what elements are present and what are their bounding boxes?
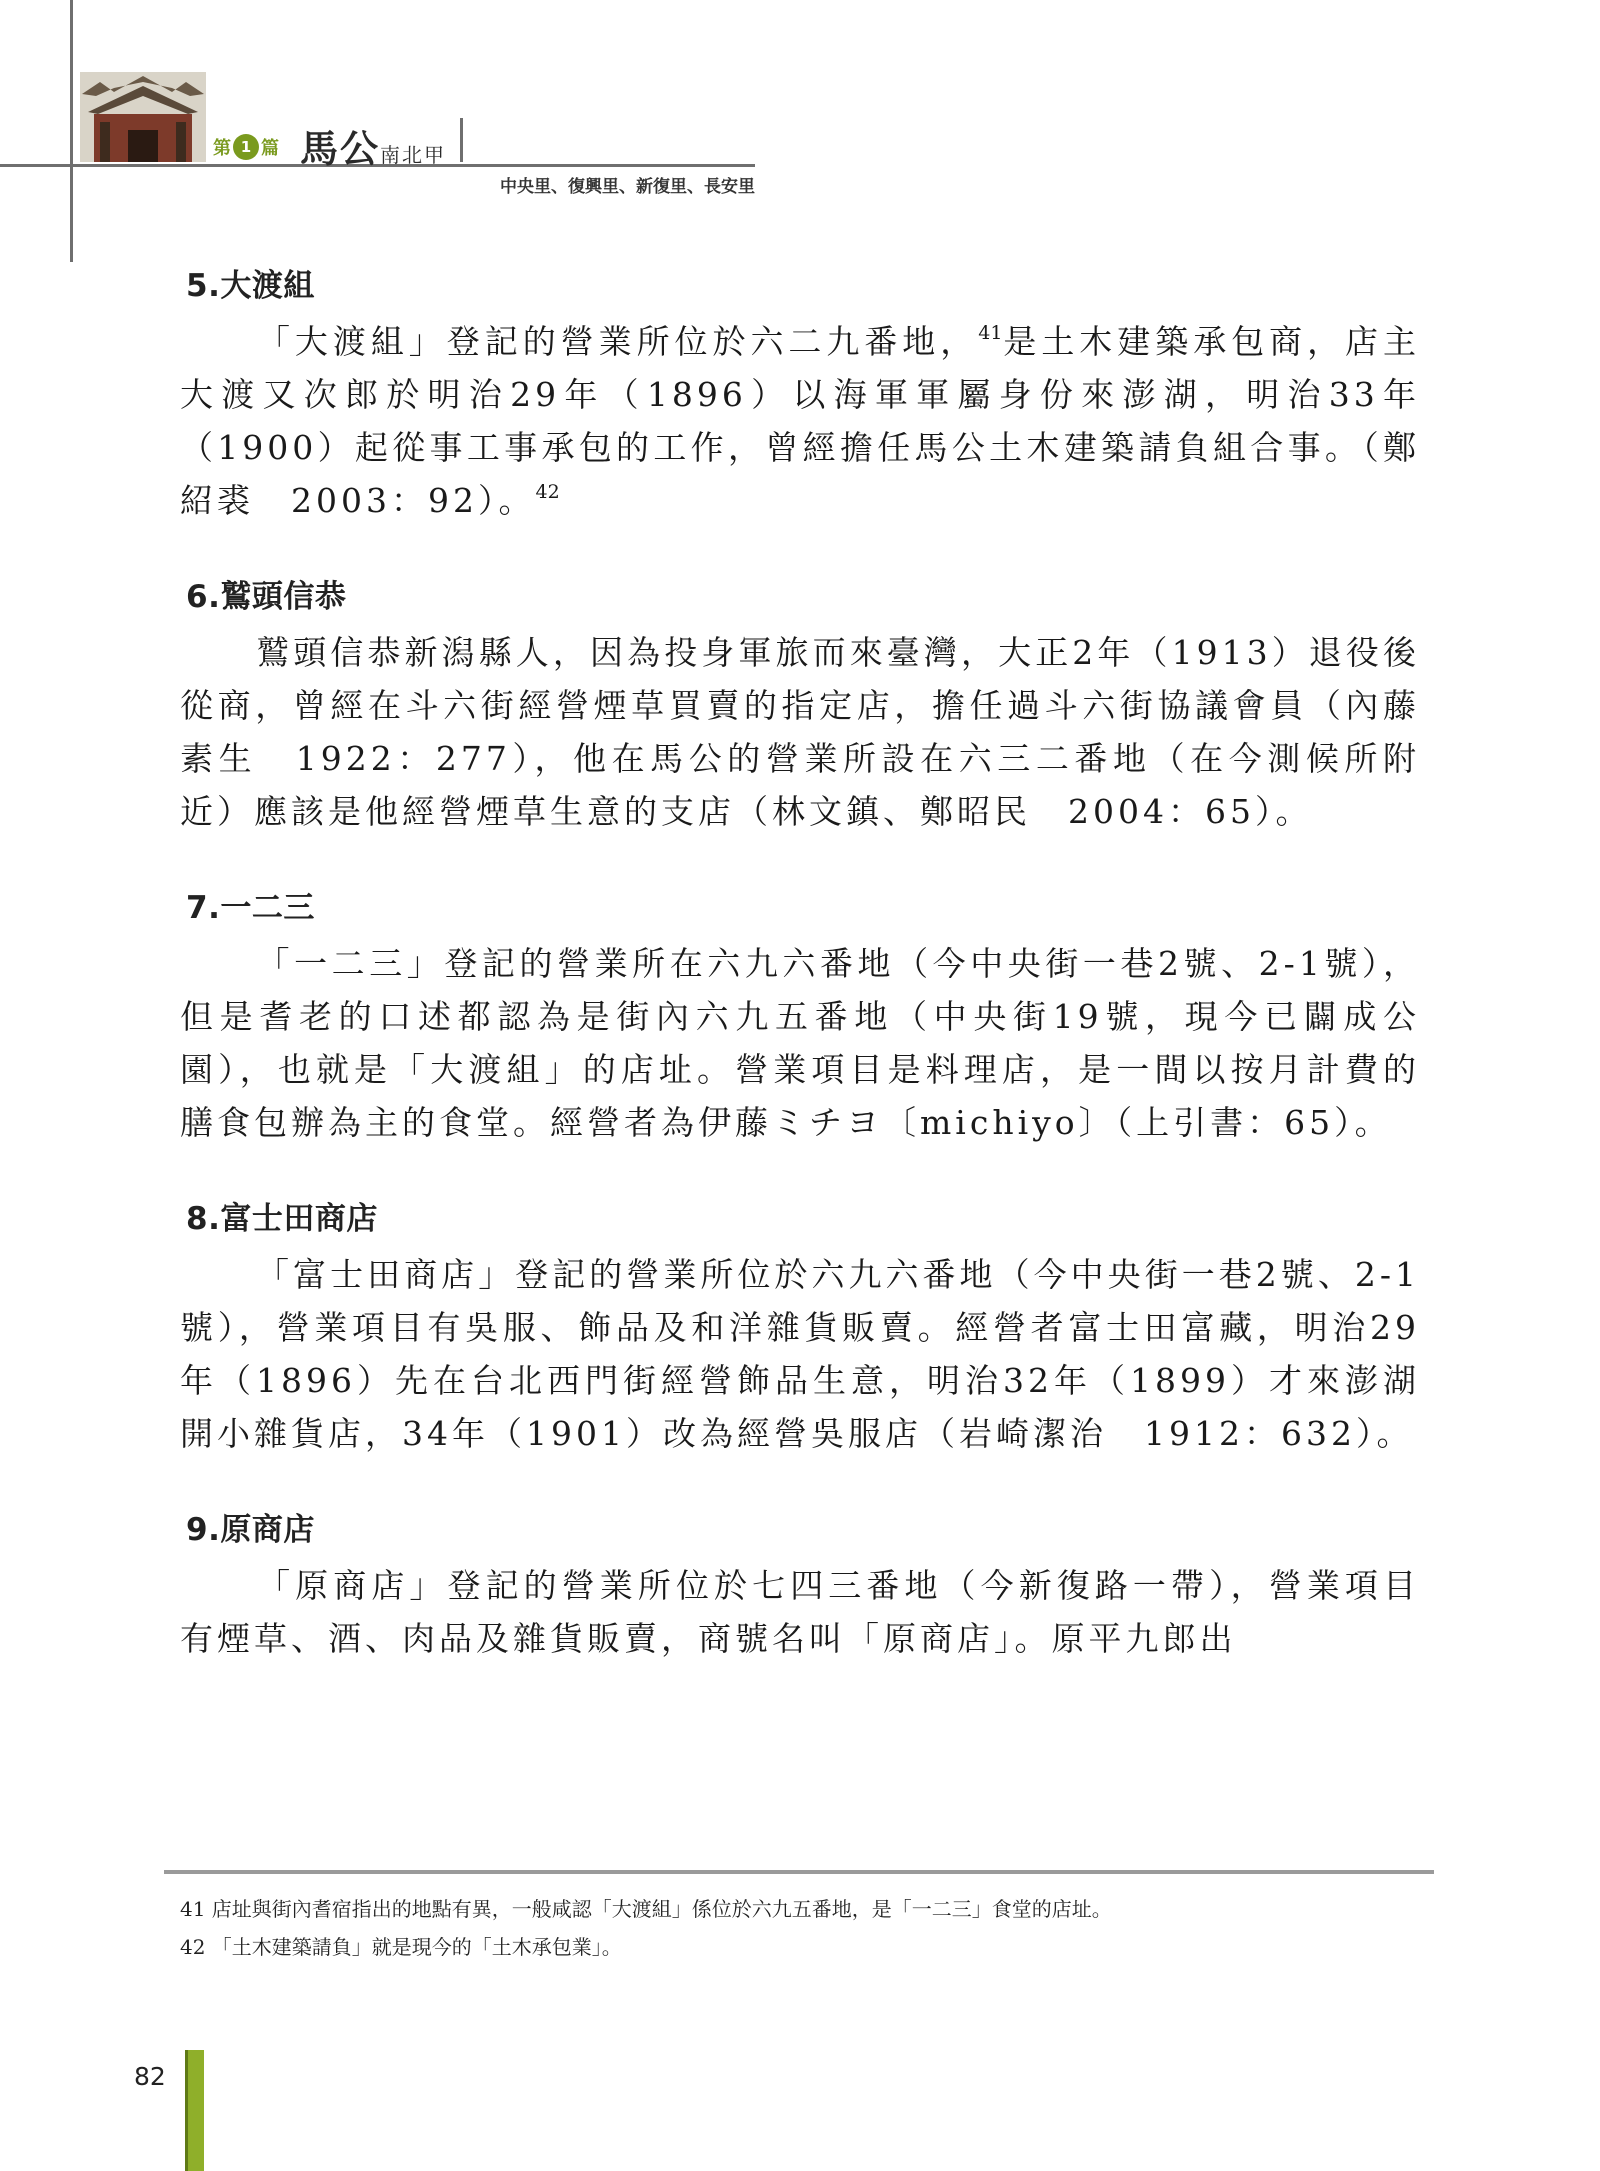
header-vertical-rule	[70, 0, 73, 262]
book-title-main: 馬公	[300, 126, 381, 171]
temple-roof-icon	[80, 72, 206, 162]
section-heading: 6.鷲頭信恭	[186, 579, 347, 615]
section-heading: 8.富士田商店	[186, 1201, 378, 1237]
paragraph-text: 「原商店」登記的營業所位於七四三番地（今新復路一帶），營業項目有煙草、酒、肉品及雜貨販賣，商號名叫「原商店」。原平九郎出	[180, 1566, 1420, 1658]
section-paragraph	[180, 1248, 1420, 1460]
paragraph-text: 是土木建築承包商，店主大渡又次郎於明治29年（1896）以海軍軍屬身份來澎湖，明治33年（1900）起從事工事承包的工作，曾經擔任馬公土木建築請負組合事。（鄭紹裘 2003：92）。	[180, 322, 1421, 520]
paragraph-text: 「大渡組」登記的營業所位於六二九番地，	[256, 322, 979, 361]
section-paragraph	[180, 1559, 1420, 1665]
main-content	[180, 260, 1420, 1709]
book-title-small: 南北甲	[380, 143, 447, 167]
section-paragraph	[180, 937, 1420, 1149]
section-heading: 5.大渡組	[186, 268, 315, 304]
section-heading: 9.原商店	[186, 1512, 315, 1548]
header-villages: 中央里、復興里、新復里、長安里	[500, 177, 755, 197]
chapter-number: 1	[233, 134, 259, 160]
footnote-ref: 42	[535, 481, 560, 503]
section-heading: 7.一二三	[186, 890, 315, 926]
paragraph-text: 「富士田商店」登記的營業所位於六九六番地（今中央街一巷2號、2-1號），營業項目有吳服、飾品及和洋雜貨販賣。經營者富士田富藏，明治29年（1896）先在台北西門街經營飾品生意，明治32年（1899）才來澎湖開小雜貨店，34年（1901）改為經營吳服店（岩崎潔治 1912：632）。	[180, 1255, 1420, 1453]
chapter-suffix: 篇	[261, 138, 279, 159]
footnote-divider	[164, 1870, 1434, 1874]
section-paragraph	[180, 315, 1420, 527]
page-edge-bar	[186, 2050, 204, 2171]
footnote-41: 41 店址與街內耆宿指出的地點有異，一般咸認「大渡組」係位於六九五番地，是「一二三」食堂的店址。	[180, 1897, 1112, 1921]
chapter-badge	[213, 132, 279, 162]
chapter-prefix: 第	[213, 138, 231, 159]
footnote-42: 42 「土木建築請負」就是現今的「土木承包業」。	[180, 1935, 622, 1959]
footnotes	[180, 1890, 1430, 1966]
page-edge-bar-shadow	[185, 2050, 188, 2171]
book-title	[300, 118, 463, 171]
paragraph-text: 鷲頭信恭新潟縣人，因為投身軍旅而來臺灣，大正2年（1913）退役後從商，曾經在斗六街經營煙草買賣的指定店，擔任過斗六街協議會員（內藤素生 1922：277），他在馬公的營業所設在六三二番地（在今測候所附近）應該是他經營煙草生意的支店（林文鎮、鄭昭民 2004：65）。	[180, 633, 1420, 831]
footnote-ref: 41	[978, 322, 1003, 344]
page-number: 82	[134, 2062, 166, 2091]
section-paragraph	[180, 626, 1420, 838]
paragraph-text: 「一二三」登記的營業所在六九六番地（今中央街一巷2號、2-1號），但是耆老的口述都認為是街內六九五番地（中央街19號，現今已闢成公園），也就是「大渡組」的店址。營業項目是料理店，是一間以按月計費的膳食包辦為主的食堂。經營者為伊藤ミチヨ〔michiyo〕（上引書：65）。	[180, 944, 1420, 1142]
